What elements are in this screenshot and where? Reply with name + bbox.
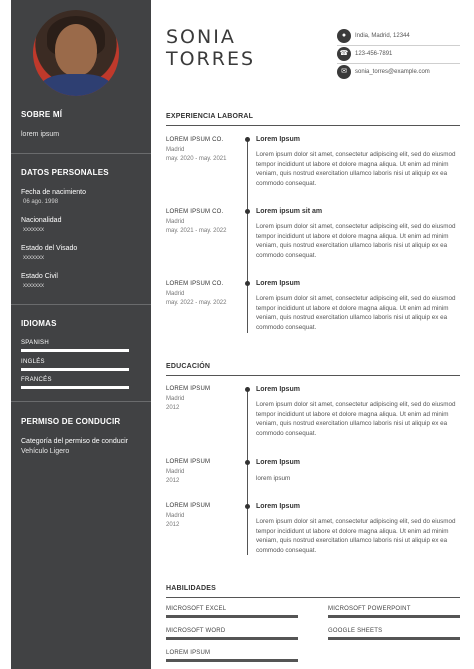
language-name: FRANCÉS (21, 377, 52, 383)
personal-heading: DATOS PERSONALES (21, 168, 109, 177)
timeline-dot (245, 504, 250, 509)
timeline-dot (245, 460, 250, 465)
job-dates: may. 2020 - may. 2021 (166, 156, 227, 162)
timeline-dot (245, 387, 250, 392)
license-label: Categoría del permiso de conducir (21, 438, 129, 445)
edu-org: LOREM IPSUM (166, 459, 211, 465)
skill-level-bar (166, 659, 298, 662)
skill-name: MICROSOFT WORD (166, 628, 226, 634)
skill-name: GOOGLE SHEETS (328, 628, 383, 634)
language-level-bar (21, 349, 129, 352)
languages-heading: IDIOMAS (21, 319, 57, 328)
section-rule (166, 375, 460, 376)
about-text: lorem ipsum (21, 131, 60, 138)
edu-description: Lorem ipsum dolor sit amet, consectetur adipiscing elit, sed do eiusmod tempor incididunt ut labore et dolore magna aliqua. Ut enim ad minim veniam, quis nostrud exercitation ullamco laboris nisi ut aliquip ex ea commodo consequat. (256, 401, 456, 437)
edu-year: 2012 (166, 405, 180, 411)
visa-value: xxxxxxx (23, 255, 44, 261)
job-title: Lorem Ipsum (256, 280, 300, 287)
visa-label: Estado del Visado (21, 245, 78, 252)
contact-divider (337, 63, 460, 64)
job-org: LOREM IPSUM CO. (166, 209, 224, 215)
edu-year: 2012 (166, 522, 180, 528)
job-description: Lorem ipsum dolor sit amet, consectetur adipiscing elit, sed do eiusmod tempor incididunt ut labore et dolore magna aliqua. Ut enim ad minim veniam, quis nostrud exercitation ullamco laboris nisi ut aliquip ex ea commodo consequat. (256, 295, 456, 331)
edu-city: Madrid (166, 513, 185, 519)
job-city: Madrid (166, 147, 185, 153)
edu-title: Lorem Ipsum (256, 386, 300, 393)
edu-org: LOREM IPSUM (166, 503, 211, 509)
language-level-bar (21, 386, 129, 389)
skill-level-bar (328, 637, 460, 640)
civil-status-label: Estado Civil (21, 273, 58, 280)
about-heading: SOBRE MÍ (21, 110, 63, 119)
edu-city: Madrid (166, 469, 185, 475)
photo-shirt (41, 74, 111, 96)
nationality-label: Nacionalidad (21, 217, 62, 224)
edu-description: Lorem ipsum dolor sit amet, consectetur adipiscing elit, sed do eiusmod tempor incididunt ut labore et dolore magna aliqua. Ut enim ad minim veniam, quis nostrud exercitation ullamco laboris nisi ut aliquip ex ea commodo consequat. (256, 518, 456, 554)
skill-level-bar (166, 637, 298, 640)
section-rule (166, 597, 460, 598)
job-org: LOREM IPSUM CO. (166, 137, 224, 143)
sidebar-divider (11, 401, 151, 402)
skill-level-bar (166, 615, 298, 618)
location-pin-icon: ● (337, 29, 351, 43)
job-dates: may. 2022 - may. 2022 (166, 300, 227, 306)
email-icon: ✉ (337, 65, 351, 79)
license-heading: PERMISO DE CONDUCIR (21, 417, 121, 426)
language-name: SPANISH (21, 340, 49, 346)
last-name: TORRES (166, 48, 256, 70)
sidebar-divider (11, 153, 151, 154)
skills-heading: HABILIDADES (166, 585, 217, 592)
timeline-dot (245, 137, 250, 142)
sidebar-divider (11, 304, 151, 305)
job-description: Lorem ipsum dolor sit amet, consectetur adipiscing elit, sed do eiusmod tempor incididunt ut labore et dolore magna aliqua. Ut enim ad minim veniam, quis nostrud exercitation ullamco laboris nisi ut aliquip ex ea commodo consequat. (256, 223, 456, 259)
education-heading: EDUCACIÓN (166, 363, 211, 370)
timeline-dot (245, 209, 250, 214)
section-rule (166, 125, 460, 126)
contact-divider (337, 45, 460, 46)
profile-photo (33, 10, 119, 96)
edu-description: lorem ipsum (256, 475, 291, 482)
experience-heading: EXPERIENCIA LABORAL (166, 113, 254, 120)
photo-face (55, 24, 97, 76)
birthdate-value: 06 ago. 1998 (23, 199, 59, 205)
edu-year: 2012 (166, 478, 180, 484)
edu-title: Lorem Ipsum (256, 503, 300, 510)
license-value: Vehículo Ligero (21, 448, 70, 455)
skill-name: LOREM IPSUM (166, 650, 211, 656)
job-title: Lorem Ipsum (256, 136, 300, 143)
language-level-bar (21, 368, 129, 371)
contact-address: India, Madrid, 12344 (355, 33, 410, 39)
contact-phone: 123-456-7891 (355, 51, 393, 57)
timeline-dot (245, 281, 250, 286)
skill-name: MICROSOFT POWERPOINT (328, 606, 411, 612)
job-city: Madrid (166, 291, 185, 297)
first-name: SONIA (166, 26, 236, 48)
job-title: Lorem ipsum sit am (256, 208, 323, 215)
civil-status-value: xxxxxxx (23, 283, 44, 289)
skill-name: MICROSOFT EXCEL (166, 606, 227, 612)
timeline-line (247, 387, 248, 555)
language-name: INGLÉS (21, 359, 45, 365)
edu-org: LOREM IPSUM (166, 386, 211, 392)
phone-icon: ☎ (337, 47, 351, 61)
skill-level-bar (328, 615, 460, 618)
job-city: Madrid (166, 219, 185, 225)
edu-title: Lorem Ipsum (256, 459, 300, 466)
job-dates: may. 2021 - may. 2022 (166, 228, 227, 234)
job-org: LOREM IPSUM CO. (166, 281, 224, 287)
contact-email: sonia_torres@example.com (355, 69, 430, 75)
job-description: Lorem ipsum dolor sit amet, consectetur adipiscing elit, sed do eiusmod tempor incididunt ut labore et dolore magna aliqua. Ut enim ad minim veniam, quis nostrud exercitation ullamco laboris nisi ut aliquip ex ea commodo consequat. (256, 151, 456, 187)
nationality-value: xxxxxxx (23, 227, 44, 233)
sidebar (11, 0, 151, 669)
birthdate-label: Fecha de nacimiento (21, 189, 86, 196)
edu-city: Madrid (166, 396, 185, 402)
timeline-line (247, 137, 248, 333)
